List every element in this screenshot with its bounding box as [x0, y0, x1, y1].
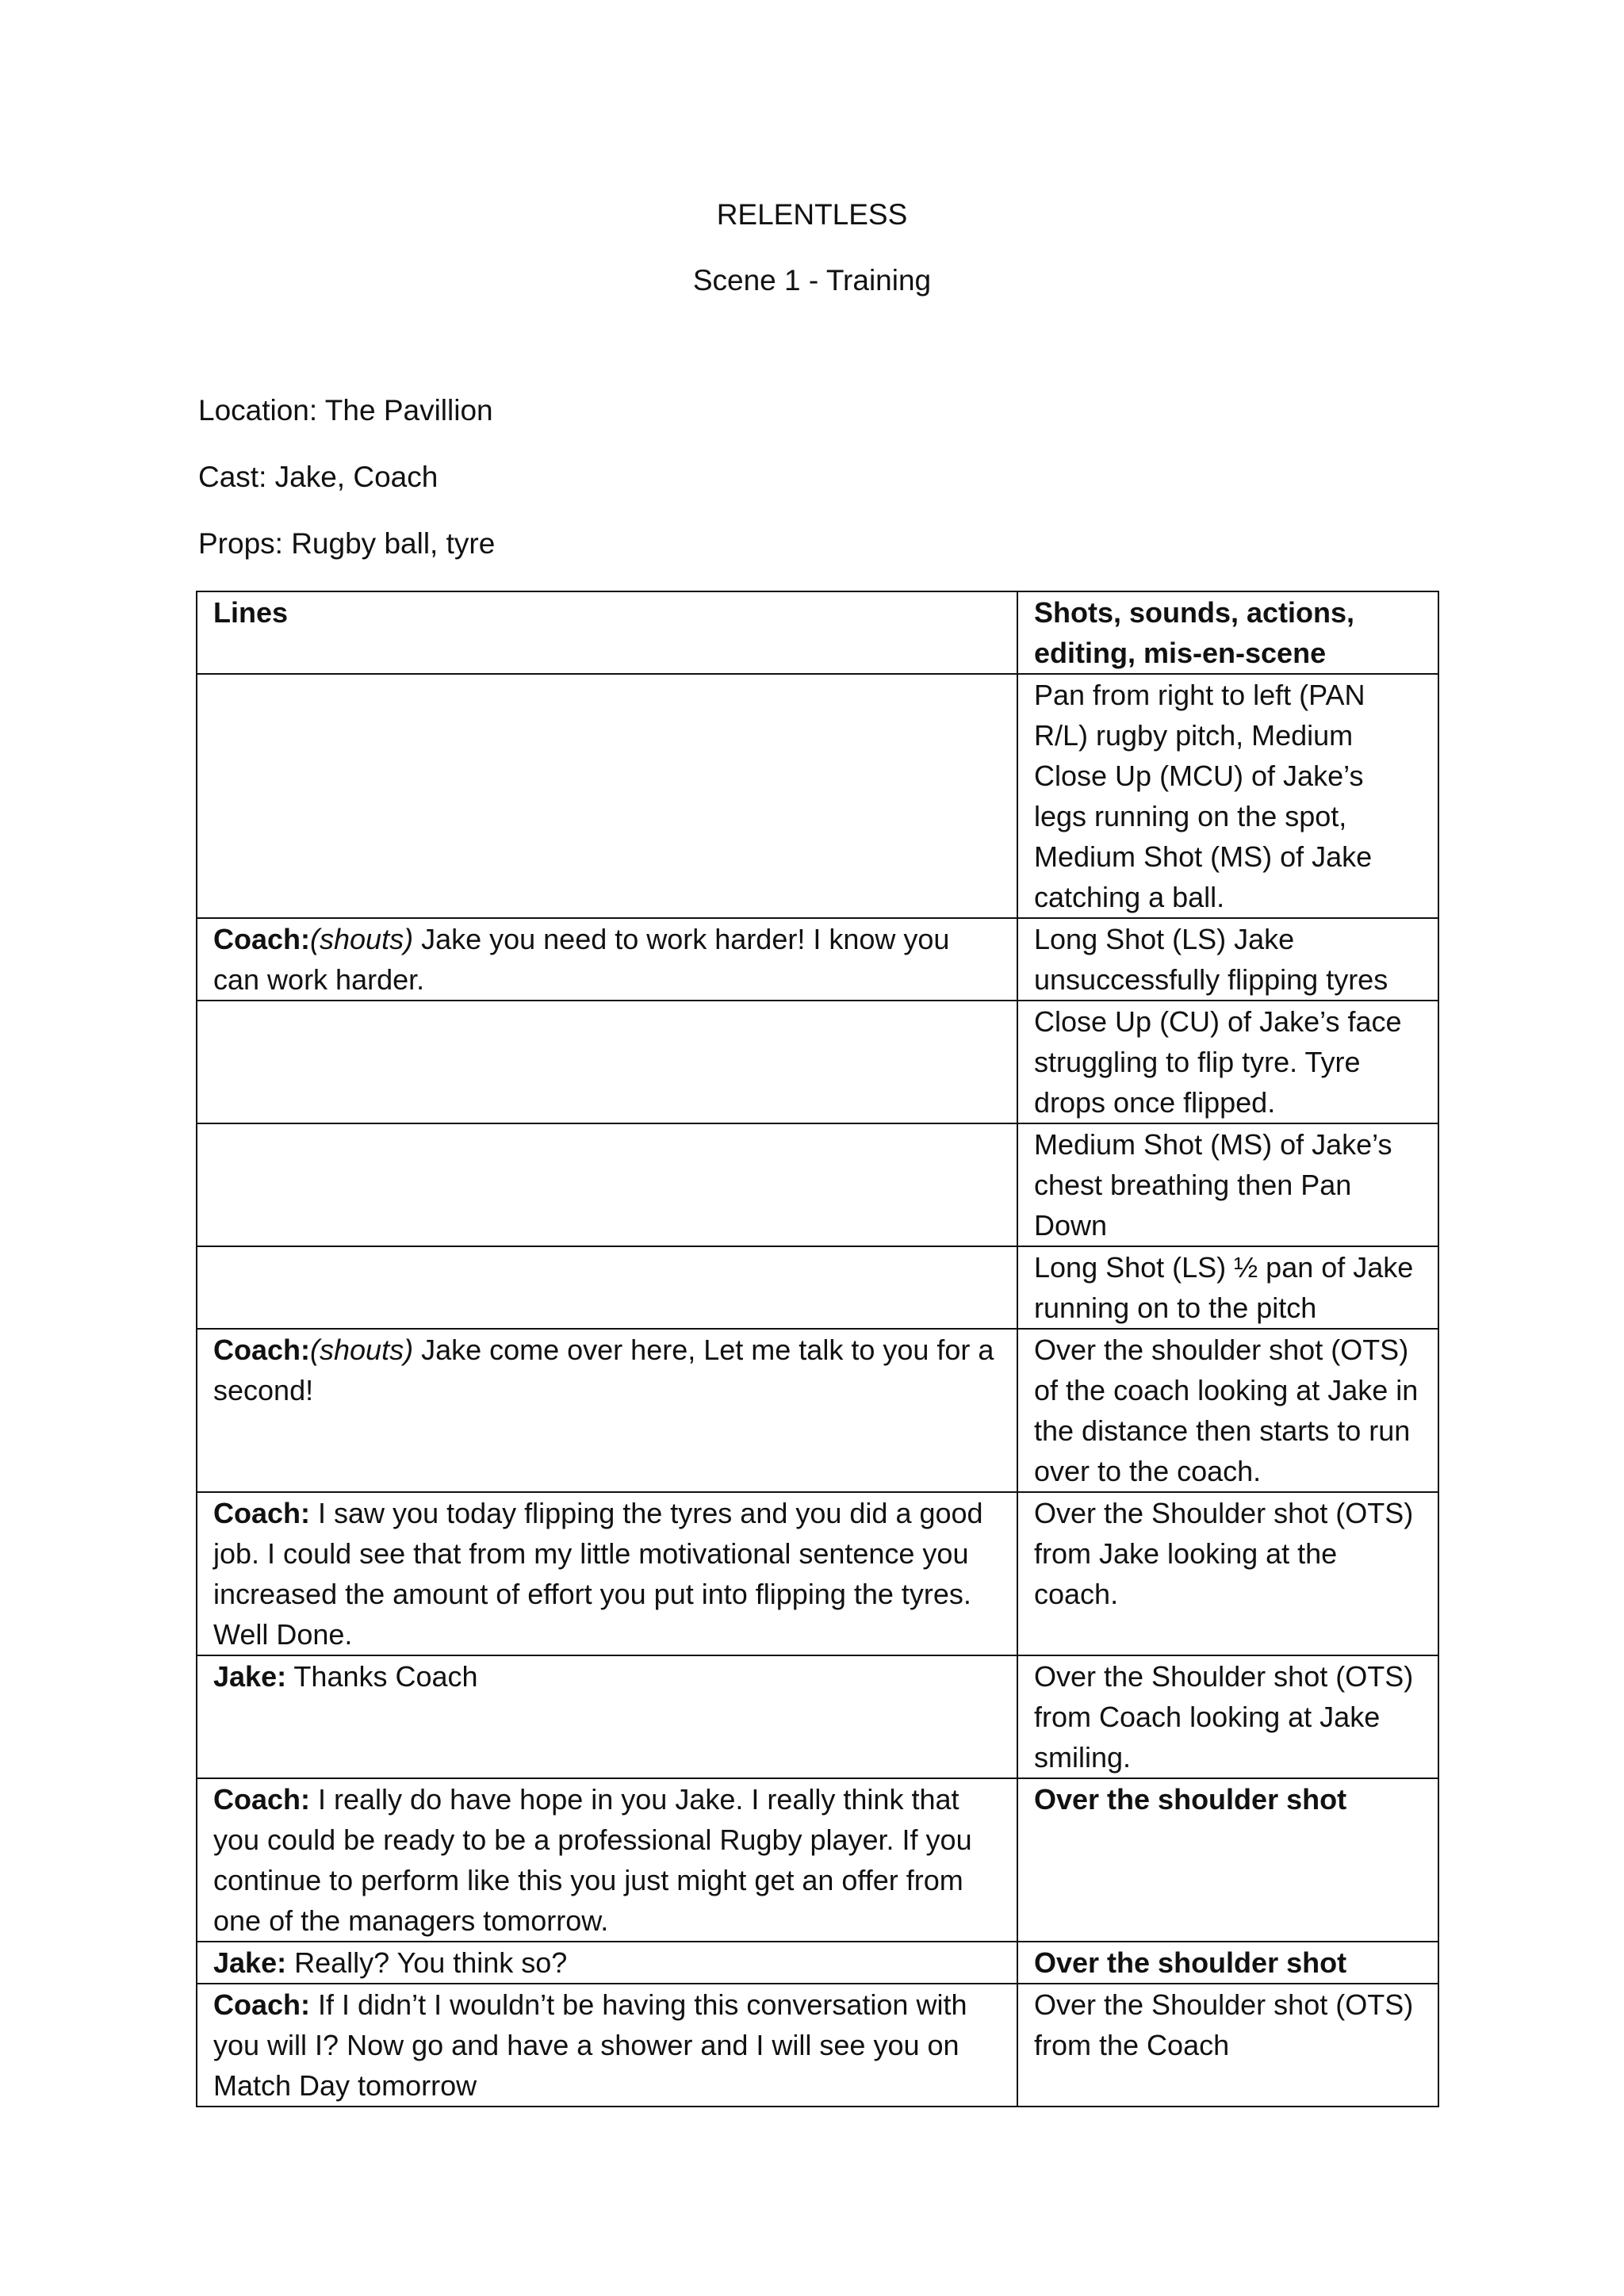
shot-list-table	[196, 591, 1439, 2107]
shot-cell: Close Up (CU) of Jake’s face struggling to flip tyre. Tyre drops once flipped.	[1017, 1001, 1438, 1123]
speaker-label: Coach:	[213, 1988, 311, 2021]
shot-cell: Over the Shoulder shot (OTS) from the Coach	[1017, 1984, 1438, 2107]
shot-cell: Over the shoulder shot	[1017, 1942, 1438, 1984]
shot-cell: Over the shoulder shot	[1017, 1778, 1438, 1942]
speaker-label: Jake:	[213, 1946, 287, 1979]
shot-cell: Long Shot (LS) Jake unsuccessfully flipping tyres	[1017, 918, 1438, 1001]
lines-cell	[197, 1123, 1017, 1246]
shot-cell: Long Shot (LS) ½ pan of Jake running on to the pitch	[1017, 1246, 1438, 1329]
lines-cell	[197, 918, 1017, 1001]
cast-line: Cast: Jake, Coach	[198, 461, 439, 493]
scene-heading: Scene 1 - Training	[692, 264, 932, 297]
lines-cell	[197, 1778, 1017, 1942]
table-row	[197, 674, 1438, 918]
dialogue-line: I really do have hope in you Jake. I really think that you could be ready to be a professional Rugby player. If you continue to perform like this you just might get an offer from one of the managers tomorrow.	[213, 1783, 972, 1937]
lines-cell	[197, 674, 1017, 918]
speaker-label: Coach:	[213, 1334, 311, 1366]
lines-cell	[197, 1492, 1017, 1655]
stage-direction: (shouts)	[310, 923, 414, 955]
speaker-label: Jake:	[213, 1660, 287, 1693]
shots-column-header: Shots, sounds, actions, editing, mis-en-scene	[1017, 591, 1438, 674]
table-row	[197, 1942, 1438, 1984]
table-row	[197, 1246, 1438, 1329]
table-row	[197, 1984, 1438, 2107]
props-line: Props: Rugby ball, tyre	[198, 527, 496, 560]
speaker-label: Coach:	[213, 1783, 311, 1816]
lines-cell	[197, 1655, 1017, 1778]
lines-cell	[197, 1984, 1017, 2107]
shot-cell: Medium Shot (MS) of Jake’s chest breathing then Pan Down	[1017, 1123, 1438, 1246]
dialogue-line: Thanks Coach	[286, 1660, 478, 1693]
dialogue-line: Jake come over here, Let me talk to you for a second!	[213, 1334, 994, 1406]
speaker-label: Coach:	[213, 1497, 311, 1529]
lines-cell	[197, 1001, 1017, 1123]
table-header-row	[197, 591, 1438, 674]
table-row	[197, 1492, 1438, 1655]
dialogue-line: Really? You think so?	[286, 1946, 568, 1979]
dialogue-line: Jake you need to work harder! I know you can work harder.	[213, 923, 950, 996]
location-line: Location: The Pavillion	[198, 394, 493, 427]
table-row	[197, 1329, 1438, 1492]
table-row	[197, 1655, 1438, 1778]
table-row	[197, 1123, 1438, 1246]
lines-cell	[197, 1329, 1017, 1492]
stage-direction: (shouts)	[310, 1334, 414, 1366]
table-row	[197, 918, 1438, 1001]
shot-cell: Over the Shoulder shot (OTS) from Coach looking at Jake smiling.	[1017, 1655, 1438, 1778]
dialogue-line: If I didn’t I wouldn’t be having this conversation with you will I? Now go and have a shower and I will see you on Match Day tomorrow	[213, 1988, 967, 2102]
table-row	[197, 1001, 1438, 1123]
shot-cell: Pan from right to left (PAN R/L) rugby pitch, Medium Close Up (MCU) of Jake’s legs running on the spot, Medium Shot (MS) of Jake catching a ball.	[1017, 674, 1438, 918]
table-row	[197, 1778, 1438, 1942]
dialogue-line: I saw you today flipping the tyres and you did a good job. I could see that from my little motivational sentence you increased the amount of effort you put into flipping the tyres. Well Done.	[213, 1497, 983, 1651]
lines-cell	[197, 1246, 1017, 1329]
lines-cell	[197, 1942, 1017, 1984]
shot-cell: Over the shoulder shot (OTS) of the coach looking at Jake in the distance then starts to run over to the coach.	[1017, 1329, 1438, 1492]
lines-column-header: Lines	[197, 591, 1017, 674]
shot-cell: Over the Shoulder shot (OTS) from Jake looking at the coach.	[1017, 1492, 1438, 1655]
script-title: RELENTLESS	[716, 198, 908, 231]
speaker-label: Coach:	[213, 923, 311, 955]
